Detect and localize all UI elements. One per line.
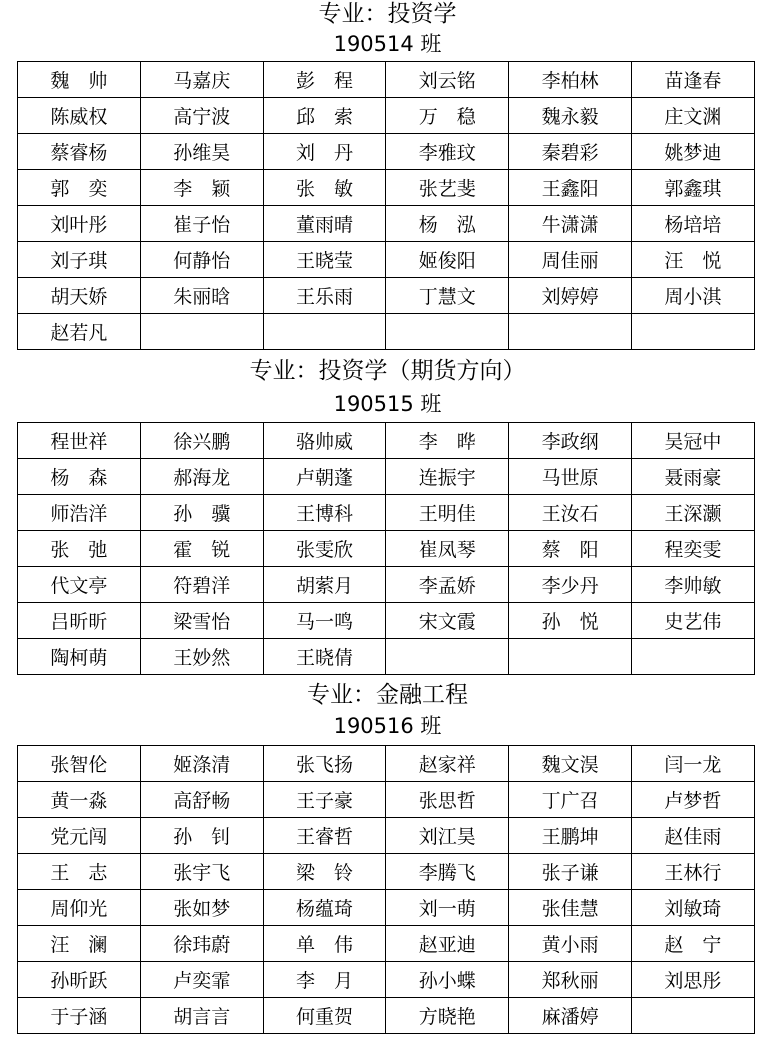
student-name-cell: 胡言言 [140,998,263,1034]
student-name-cell: 黄小雨 [509,926,632,962]
student-name-cell: 王子豪 [263,782,386,818]
student-name-cell: 张 弛 [18,531,141,567]
student-name-cell: 周小淇 [631,278,754,314]
student-name-cell: 张飞扬 [263,746,386,782]
student-table [17,745,755,1034]
student-name-cell: 梁 铃 [263,854,386,890]
student-name-cell: 王晓莹 [263,242,386,278]
student-name-cell: 李 月 [263,962,386,998]
table-row [18,423,755,459]
empty-cell [263,314,386,350]
student-name-cell: 崔子怡 [140,206,263,242]
student-name-cell: 张 敏 [263,170,386,206]
student-name-cell: 王深灏 [631,495,754,531]
student-name-cell: 梁雪怡 [140,603,263,639]
student-name-cell: 李腾飞 [386,854,509,890]
student-name-cell: 张佳慧 [509,890,632,926]
student-name-cell: 王明佳 [386,495,509,531]
student-table [17,422,755,675]
student-name-cell: 方晓艳 [386,998,509,1034]
empty-cell [386,639,509,675]
student-name-cell: 庄文渊 [631,98,754,134]
student-name-cell: 汪 澜 [18,926,141,962]
student-name-cell: 王睿哲 [263,818,386,854]
student-name-cell: 秦碧彩 [509,134,632,170]
student-name-cell: 刘江昊 [386,818,509,854]
table-row [18,567,755,603]
student-name-cell: 符碧洋 [140,567,263,603]
table-row [18,890,755,926]
student-name-cell: 赵佳雨 [631,818,754,854]
student-name-cell: 刘叶彤 [18,206,141,242]
student-name-cell: 孙 钊 [140,818,263,854]
student-name-cell: 麻潘婷 [509,998,632,1034]
student-name-cell: 周仰光 [18,890,141,926]
student-name-cell: 何静怡 [140,242,263,278]
student-name-cell: 汪 悦 [631,242,754,278]
table-row [18,962,755,998]
section-class-title: 190515 班 [333,392,442,416]
student-name-cell: 姬俊阳 [386,242,509,278]
table-row [18,206,755,242]
table-row [18,170,755,206]
empty-cell [631,314,754,350]
student-name-cell: 聂雨豪 [631,459,754,495]
student-name-cell: 杨 森 [18,459,141,495]
student-name-cell: 丁广召 [509,782,632,818]
section-class-title: 190514 班 [333,32,442,56]
empty-cell [509,314,632,350]
student-name-cell: 李雅玟 [386,134,509,170]
student-name-cell: 王妙然 [140,639,263,675]
section-class-title: 190516 班 [333,714,442,738]
student-name-cell: 霍 锐 [140,531,263,567]
table-row [18,242,755,278]
student-name-cell: 刘云铭 [386,62,509,98]
student-name-cell: 胡天娇 [18,278,141,314]
student-name-cell: 王 志 [18,854,141,890]
student-name-cell: 陈威权 [18,98,141,134]
table-row [18,134,755,170]
student-name-cell: 李 晔 [386,423,509,459]
student-name-cell: 孙 悦 [509,603,632,639]
student-name-cell: 吴冠中 [631,423,754,459]
student-name-cell: 骆帅威 [263,423,386,459]
student-name-cell: 徐兴鹏 [140,423,263,459]
student-name-cell: 姬涤清 [140,746,263,782]
table-row [18,495,755,531]
student-name-cell: 王林行 [631,854,754,890]
student-name-cell: 蔡 阳 [509,531,632,567]
student-name-cell: 杨蕴琦 [263,890,386,926]
student-name-cell: 程世祥 [18,423,141,459]
student-name-cell: 李 颖 [140,170,263,206]
table-row [18,818,755,854]
student-name-cell: 赵亚迪 [386,926,509,962]
student-name-cell: 杨培培 [631,206,754,242]
student-name-cell: 王鹏坤 [509,818,632,854]
table-row [18,854,755,890]
empty-cell [140,314,263,350]
table-row [18,531,755,567]
student-name-cell: 郭鑫琪 [631,170,754,206]
student-name-cell: 赵若凡 [18,314,141,350]
student-name-cell: 徐玮蔚 [140,926,263,962]
student-name-cell: 崔凤琴 [386,531,509,567]
student-name-cell: 刘 丹 [263,134,386,170]
student-name-cell: 卢朝蓬 [263,459,386,495]
table-row [18,314,755,350]
empty-cell [509,639,632,675]
table-row [18,62,755,98]
table-row [18,639,755,675]
student-name-cell: 朱丽晗 [140,278,263,314]
student-name-cell: 孙 骥 [140,495,263,531]
student-name-cell: 董雨晴 [263,206,386,242]
student-name-cell: 张宇飞 [140,854,263,890]
student-name-cell: 姚梦迪 [631,134,754,170]
student-name-cell: 张子谦 [509,854,632,890]
student-name-cell: 黄一淼 [18,782,141,818]
student-name-cell: 刘子琪 [18,242,141,278]
student-name-cell: 吕昕昕 [18,603,141,639]
student-name-cell: 王博科 [263,495,386,531]
student-name-cell: 周佳丽 [509,242,632,278]
student-name-cell: 邱 索 [263,98,386,134]
student-name-cell: 马世原 [509,459,632,495]
student-name-cell: 牛潇潇 [509,206,632,242]
student-name-cell: 卢梦哲 [631,782,754,818]
student-name-cell: 魏文淏 [509,746,632,782]
student-name-cell: 赵家祥 [386,746,509,782]
student-name-cell: 李帅敏 [631,567,754,603]
student-name-cell: 万 稳 [386,98,509,134]
student-name-cell: 代文亭 [18,567,141,603]
student-name-cell: 蔡睿杨 [18,134,141,170]
section-major-title: 专业：投资学（期货方向） [249,358,526,384]
student-name-cell: 孙维昊 [140,134,263,170]
student-name-cell: 张思哲 [386,782,509,818]
student-name-cell: 高宁波 [140,98,263,134]
student-name-cell: 张如梦 [140,890,263,926]
table-row [18,459,755,495]
student-name-cell: 郝海龙 [140,459,263,495]
student-name-cell: 赵 宁 [631,926,754,962]
student-name-cell: 师浩洋 [18,495,141,531]
student-name-cell: 史艺伟 [631,603,754,639]
student-name-cell: 何重贺 [263,998,386,1034]
student-name-cell: 刘婷婷 [509,278,632,314]
student-name-cell: 王乐雨 [263,278,386,314]
empty-cell [631,998,754,1034]
student-name-cell: 卢奕霏 [140,962,263,998]
empty-cell [386,314,509,350]
section-major-title: 专业：金融工程 [307,682,468,708]
student-name-cell: 马嘉庆 [140,62,263,98]
student-name-cell: 王汝石 [509,495,632,531]
student-name-cell: 张智伦 [18,746,141,782]
student-name-cell: 宋文霞 [386,603,509,639]
student-name-cell: 彭 程 [263,62,386,98]
student-name-cell: 李柏林 [509,62,632,98]
table-row [18,603,755,639]
student-name-cell: 张艺斐 [386,170,509,206]
table-row [18,746,755,782]
student-name-cell: 李少丹 [509,567,632,603]
student-name-cell: 郑秋丽 [509,962,632,998]
student-name-cell: 刘敏琦 [631,890,754,926]
student-name-cell: 王晓倩 [263,639,386,675]
student-name-cell: 刘一萌 [386,890,509,926]
student-name-cell: 于子涵 [18,998,141,1034]
student-name-cell: 郭 奕 [18,170,141,206]
student-name-cell: 党元闯 [18,818,141,854]
student-name-cell: 高舒畅 [140,782,263,818]
table-row [18,926,755,962]
student-name-cell: 李政纲 [509,423,632,459]
student-name-cell: 刘思彤 [631,962,754,998]
student-name-cell: 苗逢春 [631,62,754,98]
student-name-cell: 杨 泓 [386,206,509,242]
section-major-title: 专业：投资学 [318,1,457,27]
student-table [17,61,755,350]
student-name-cell: 闫一龙 [631,746,754,782]
table-row [18,998,755,1034]
student-name-cell: 胡萦月 [263,567,386,603]
student-name-cell: 魏永毅 [509,98,632,134]
table-row [18,278,755,314]
student-name-cell: 孙小蝶 [386,962,509,998]
student-name-cell: 程奕雯 [631,531,754,567]
student-name-cell: 王鑫阳 [509,170,632,206]
student-name-cell: 孙昕跃 [18,962,141,998]
student-name-cell: 张雯欣 [263,531,386,567]
empty-cell [631,639,754,675]
student-name-cell: 丁慧文 [386,278,509,314]
student-name-cell: 马一鸣 [263,603,386,639]
student-name-cell: 单 伟 [263,926,386,962]
student-name-cell: 陶柯萌 [18,639,141,675]
table-row [18,782,755,818]
student-name-cell: 连振宇 [386,459,509,495]
student-name-cell: 李孟娇 [386,567,509,603]
student-name-cell: 魏 帅 [18,62,141,98]
table-row [18,98,755,134]
